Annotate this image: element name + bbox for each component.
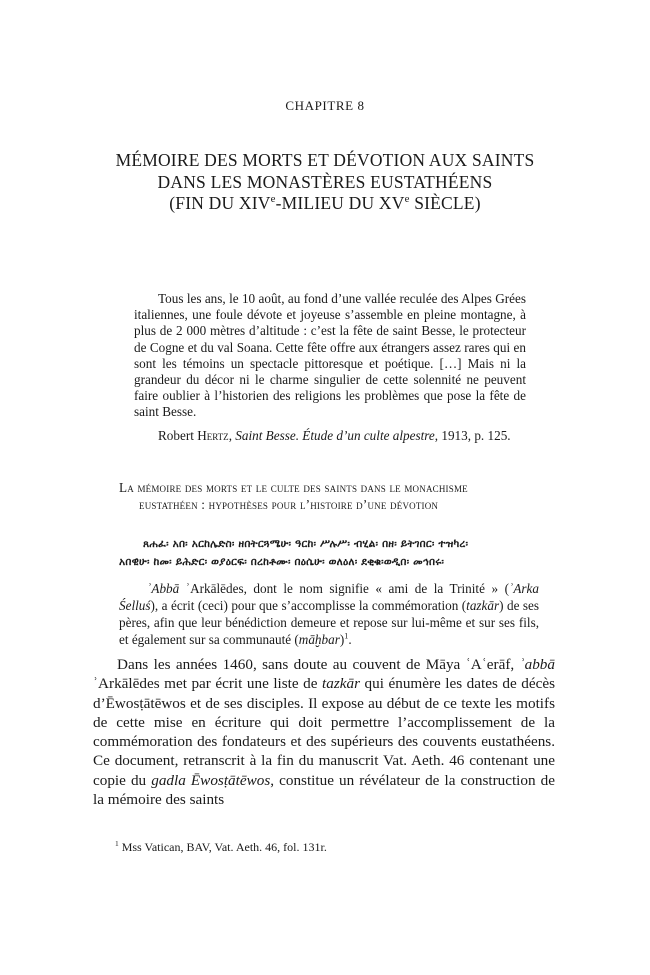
italic-term: tazkār — [466, 598, 500, 613]
text-run: ʾArkālēdes, dont le nom signifie « ami de la Trinité » ( — [179, 581, 509, 596]
text-run: ʾArkālēdes met par écrit une liste de — [93, 675, 323, 693]
epigraph-quote — [134, 291, 526, 421]
title-superscript: e — [404, 193, 410, 206]
footnote-ref[interactable]: 1 — [344, 631, 349, 641]
title-segment: -MILIEU DU XV — [275, 193, 405, 213]
epigraph-source — [158, 428, 538, 444]
text-run: , constitue un révélateur de la construction de la mémoire des saints — [93, 771, 555, 809]
text-run: Dans les années 1460, sans doute au couvent de Māya ʿAʿerāf, — [117, 656, 520, 673]
italic-term: ʾArka Śelluś — [119, 581, 539, 613]
footnote-number: 1 — [115, 839, 119, 848]
italic-term: māḫbar — [298, 632, 340, 647]
author-last-name: Hertz — [197, 428, 229, 443]
title-superscript: e — [270, 193, 276, 206]
geez-quotation — [119, 535, 539, 571]
text-run: ) de ses pères, afin que leur bénédiction demeure et repose sur lui-même et sur ses fils, et également sur sa communauté ( — [119, 598, 539, 647]
body-text — [93, 655, 555, 809]
italic-term: ʾabbā — [519, 656, 555, 673]
source-details: , 1913, p. 125. — [434, 428, 511, 443]
author-first-name: Robert — [158, 428, 198, 443]
title-segment: SIÈCLE) — [409, 193, 481, 213]
section-heading-line-1: La mémoire des morts et le culte des saints dans le monachisme — [119, 480, 468, 495]
translation-paragraph — [119, 580, 539, 648]
epigraph-text: Tous les ans, le 10 août, au fond d’une vallée reculée des Alpes Grées italiennes, une foule dévote et joyeuse s’assemble en pleine montagne, à plus de 2 000 mètres d’altitude : c’est la fête de saint Besse, le protecteur de Cogne et du val Soana. Cette fête offre aux étrangers assez rares qui en sont les témoins un spectacle pittoresque et poétique. […] Mais ni la grandeur du décor ni le charme singulier de cette solennité ne peuvent faire oublier à l’historien des religions les problèmes que pose la fête de saint Besse. — [134, 291, 526, 420]
chapter-title — [60, 150, 590, 215]
footnote — [115, 840, 545, 855]
text-run: ) — [339, 632, 345, 647]
text-run: . — [348, 632, 352, 647]
section-heading-line-2: eustathéen : hypothèses pour l’histoire d’une dévotion — [139, 496, 439, 512]
translation-text — [119, 580, 539, 648]
source-work-title: Saint Besse. Étude d’un culte alpestre — [235, 428, 435, 443]
source-separator: , — [228, 428, 236, 443]
italic-term: ʾAbbā — [147, 581, 180, 596]
chapter-label: CHAPITRE 8 — [285, 98, 365, 113]
text-run: qui énumère les dates de décès d’Ēwosṭātēwos et de ses disciples. Il expose au début de ce texte les motifs de cette mise en écriture qui doit permettre l’accomplissement de la commémoration des fondateurs et des supérieurs des couvents eustathéens. Ce document, retranscrit à la fin du manuscrit Vat. Aeth. 46 contenant une copie du — [93, 675, 556, 789]
italic-term: tazkār — [322, 675, 361, 693]
text-run: ), a écrit (ceci) pour que s’accomplisse la commémoration ( — [150, 598, 467, 613]
chapter-title-line-3 — [60, 193, 590, 215]
footnote-text: Mss Vatican, BAV, Vat. Aeth. 46, fol. 131r. — [118, 840, 327, 854]
section-heading — [119, 480, 539, 513]
title-segment: (FIN DU XIV — [169, 193, 271, 213]
chapter-title-line-1: MÉMOIRE DES MORTS ET DÉVOTION AUX SAINTS — [115, 150, 535, 170]
geez-line-2: አበዊሁ፡ ከመ፡ ይሕድር፡ ወያዕርፍ፡ በረከቶሙ፡ በዕሴሁ፡ ወለዕለ፡ ደቂቁ፡ወዲበ፡ መኅበሩ፡ — [119, 556, 445, 568]
italic-term: gadla Ēwosṭātēwos — [151, 771, 271, 789]
geez-line-1: ጸሐፈ፡ አበ፡ አርከሌድስ፡ ዘበትርጓሜሁ፡ ዓርከ፡ ሥሉሥ፡ ብሂል፡ በዘ፡ ይትገበር፡ ተዝካረ፡ — [143, 538, 469, 550]
body-paragraph — [93, 655, 555, 809]
chapter-title-line-2: DANS LES MONASTÈRES EUSTATHÉENS — [157, 171, 493, 192]
